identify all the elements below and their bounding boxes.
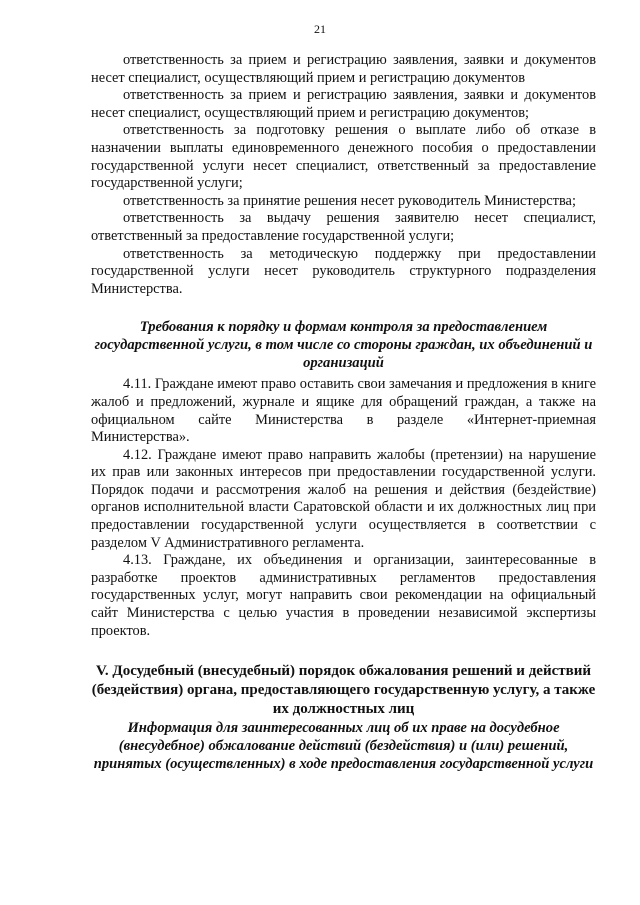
paragraph-responsibility-6: ответственность за методическую поддержку при предоставлении государственной услуги несет руководитель структурного подразделения Министерства. [91,245,596,297]
chapter-heading-v: V. Досудебный (внесудебный) порядок обжалования решений и действий (бездействия) органа, предоставляющего государственную услугу, а также их должностных лиц [91,663,596,718]
section-heading-control: Требования к порядку и формам контроля за предоставлением государственной услуги, в том числе со стороны граждан, их объединений и организаций [94,319,593,372]
paragraph-4-13: 4.13. Граждане, их объединения и организации, заинтересованные в разработке проектов административных регламентов предоставления государственных услуг, могут направить свои рекомендации на официальный сайт Министерства с целью участия в проведении независимой экспертизы проектов. [91,552,596,639]
paragraph-responsibility-1: ответственность за прием и регистрацию заявления, заявки и документов несет специалист, осуществляющий прием и регистрацию документов [91,52,596,86]
paragraph-responsibility-5: ответственность за выдачу решения заявителю несет специалист, ответственный за предоставление государственной услуги; [91,210,596,244]
paragraph-4-12: 4.12. Граждане имеют право направить жалобы (претензии) на нарушение их прав или законных интересов при предоставлении государственной услуги. Порядок подачи и рассмотрения жалоб на решения и действия (бездействие) органов исполнительной власти Саратовской области и их должностных лиц при предоставлении государственной услуги осуществляется в соответствии с разделом V Административного регламента. [91,446,596,551]
document-body [91,52,596,773]
paragraph-4-11: 4.11. Граждане имеют право оставить свои замечания и предложения в книге жалоб и предложений, журнале и ящике для обращений граждан, а также на официальном сайте Министерства в разделе «Интернет-приемная Министерства». [91,376,596,446]
paragraph-responsibility-4: ответственность за принятие решения несет руководитель Министерства; [123,192,576,209]
page-number: 21 [314,22,326,36]
chapter-subheading: Информация для заинтересованных лиц об их праве на досудебное (внесудебное) обжалование действий (бездействия) и (или) решений, принятых (осуществленных) в ходе предоставления государственной услуги [93,720,594,773]
paragraph-responsibility-2: ответственность за прием и регистрацию заявления, заявки и документов несет специалист, осуществляющий прием и регистрацию документов; [91,87,596,121]
paragraph-responsibility-3: ответственность за подготовку решения о выплате либо об отказе в назначении выплаты единовременного денежного пособия о предоставлении государственной услуги несет специалист, ответственный за предоставление государственной услуги; [91,122,596,192]
